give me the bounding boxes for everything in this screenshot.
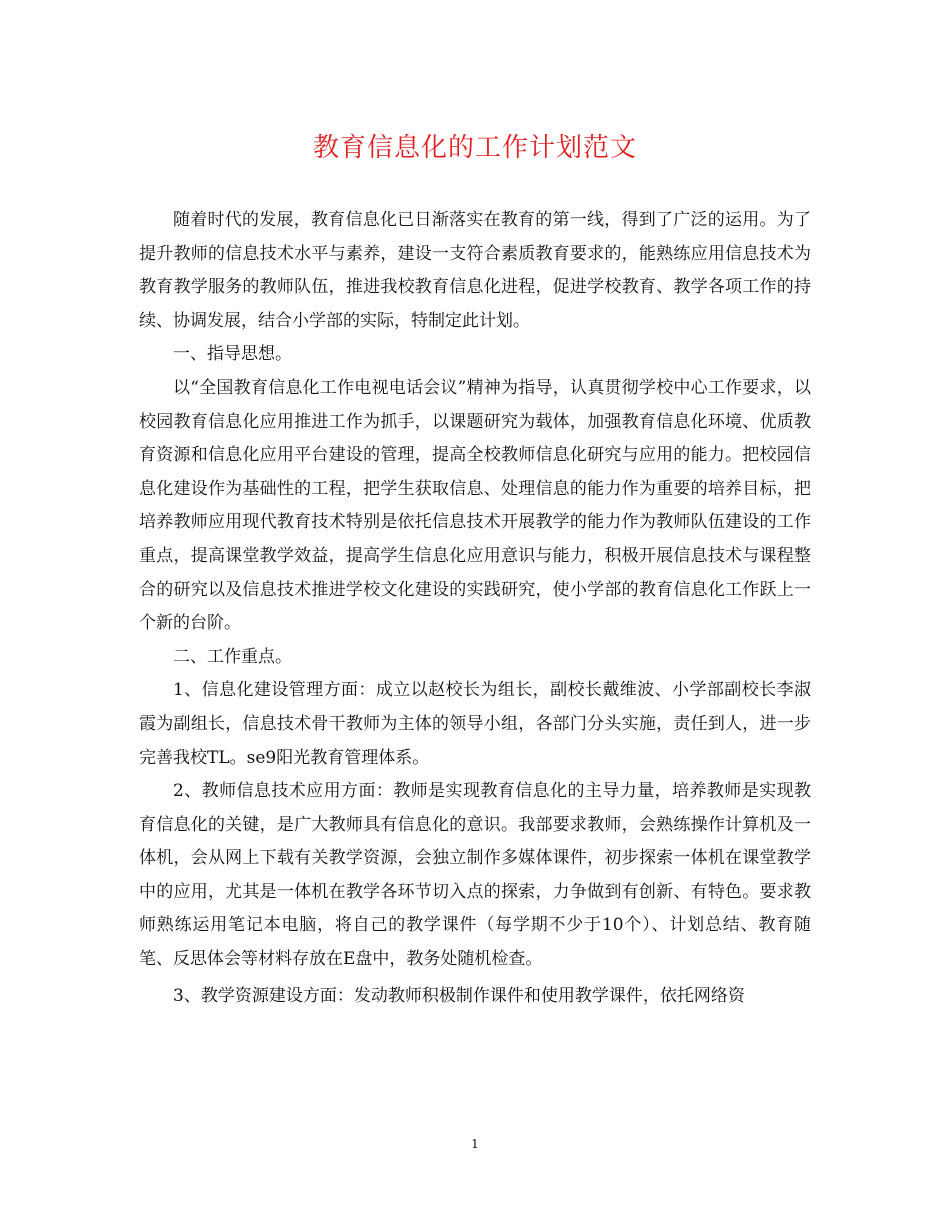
paragraph-intro: 随着时代的发展，教育信息化已日渐落实在教育的第一线，得到了广泛的运用。为了提升教师的信息技术水平与素养，建设一支符合素质教育要求的，能熟练应用信息技术为教育教学服务的教师队伍，推进我校教育信息化进程，促进学校教育、教学各项工作的持续、协调发展，结合小学部的实际，特制定此计划。 [139, 210, 811, 331]
document-title: 教育信息化的工作计划范文 [312, 133, 637, 163]
page-number: 1 [471, 1137, 479, 1151]
heading-work-focus: 二、工作重点。 [173, 646, 292, 667]
paragraph-item-1: 1、信息化建设管理方面：成立以赵校长为组长，副校长戴维波、小学部副校长李淑霞为副组长，信息技术骨干教师为主体的领导小组，各部门分头实施，责任到人，进一步完善我校TL。se9阳光教育管理体系。 [139, 680, 811, 768]
document-body [139, 204, 811, 1013]
paragraph-guiding-ideology: 以“全国教育信息化工作电视电话会议”精神为指导，认真贯彻学校中心工作要求，以校园教育信息化应用推进工作为抓手，以课题研究为载体，加强教育信息化环境、优质教育资源和信息化应用平台建设的管理，提高全校教师信息化研究与应用的能力。把校园信息化建设作为基础性的工程，把学生获取信息、处理信息的能力作为重要的培养目标，把培养教师应用现代教育技术特别是依托信息技术开展教学的能力作为教师队伍建设的工作重点，提高课堂教学效益，提高学生信息化应用意识与能力，积极开展信息技术与课程整合的研究以及信息技术推进学校文化建设的实践研究，使小学部的教育信息化工作跃上一个新的台阶。 [139, 377, 811, 634]
paragraph-item-2: 2、教师信息技术应用方面：教师是实现教育信息化的主导力量，培养教师是实现教育信息化的关键，是广大教师具有信息化的意识。我部要求教师，会熟练操作计算机及一体机，会从网上下载有关教学资源，会独立制作多媒体课件，初步探索一体机在课堂教学中的应用，尤其是一体机在教学各环节切入点的探索，力争做到有创新、有特色。要求教师熟练运用笔记本电脑，将自己的教学课件（每学期不少于10个）、计划总结、教育随笔、反思体会等材料存放在E盘中，教务处随机检查。 [139, 781, 811, 970]
heading-guiding-ideology: 一、指导思想。 [173, 344, 292, 365]
paragraph-item-3: 3、教学资源建设方面：发动教师积极制作课件和使用教学课件，依托网络资 [173, 985, 745, 1006]
